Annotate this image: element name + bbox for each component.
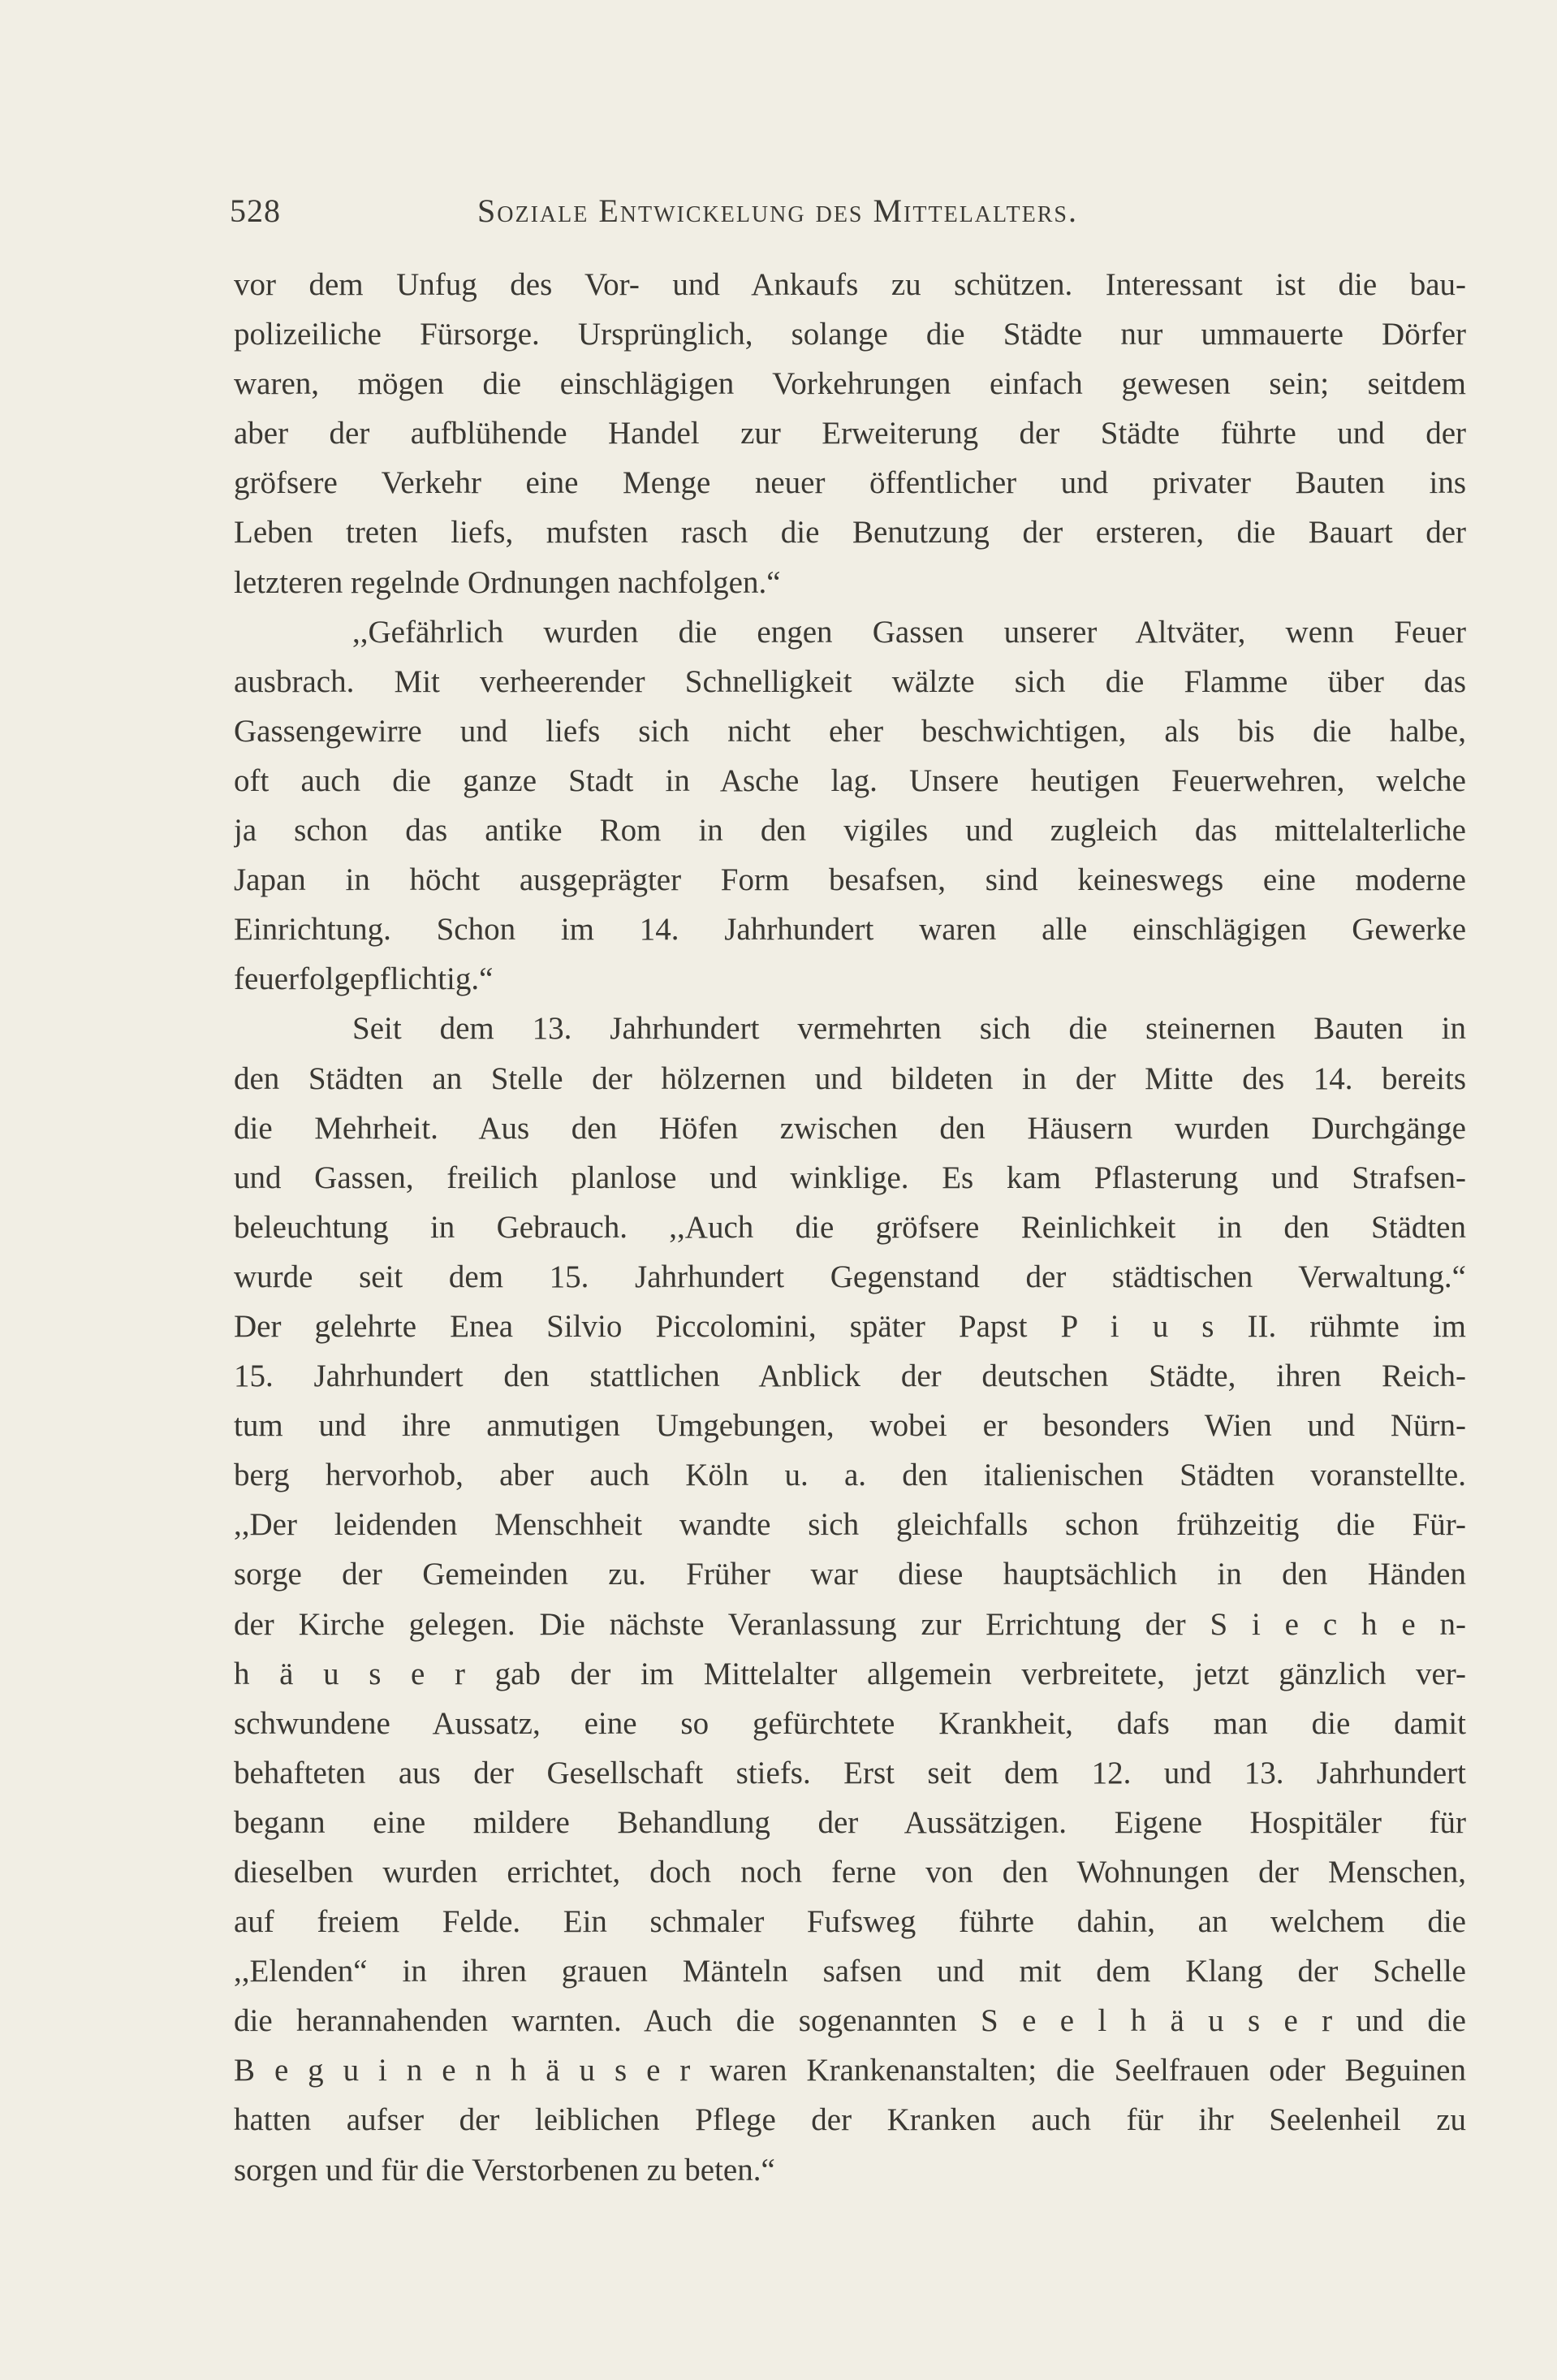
- text-line: ja schon das antike Rom in den vigiles und zugleich das mittelalterliche: [234, 813, 1466, 849]
- text-line: auf freiem Felde. Ein schmaler Fufsweg führte dahin, an welchem die: [234, 1904, 1466, 1940]
- text-line: den Städten an Stelle der hölzernen und bildeten in der Mitte des 14. bereits: [234, 1060, 1466, 1096]
- text-line: tum und ihre anmutigen Umgebungen, wobei er besonders Wien und Nürn-: [234, 1408, 1466, 1444]
- text-line: Einrichtung. Schon im 14. Jahrhundert waren alle einschlägigen Gewerke: [234, 912, 1466, 948]
- body-text: [234, 260, 1466, 2195]
- running-title: Soziale Entwickelung des Mittelalters.: [477, 192, 1079, 229]
- text-line: sorge der Gemeinden zu. Früher war diese hauptsächlich in den Händen: [234, 1557, 1466, 1592]
- text-line: die Mehrheit. Aus den Höfen zwischen den Häusern wurden Durchgänge: [234, 1110, 1466, 1146]
- text-line: h ä u s e r gab der im Mittelalter allgemein verbreitete, jetzt gänzlich ver-: [234, 1656, 1466, 1691]
- text-line: sorgen und für die Verstorbenen zu beten.“: [234, 2152, 775, 2188]
- text-line: 15. Jahrhundert den stattlichen Anblick der deutschen Städte, ihren Reich-: [234, 1358, 1466, 1394]
- text-line: schwundene Aussatz, eine so gefürchtete Krankheit, dafs man die damit: [234, 1705, 1466, 1741]
- text-line: der Kirche gelegen. Die nächste Veranlassung zur Errichtung der S i e c h e n-: [234, 1606, 1466, 1642]
- text-line: wurde seit dem 15. Jahrhundert Gegenstand der städtischen Verwaltung.“: [234, 1259, 1466, 1294]
- text-line: und Gassen, freilich planlose und winklige. Es kam Pflasterung und Strafsen-: [234, 1160, 1466, 1195]
- page-number: 528: [230, 192, 281, 229]
- text-line: ausbrach. Mit verheerender Schnelligkeit wälzte sich die Flamme über das: [234, 663, 1466, 699]
- text-line: Gassengewirre und liefs sich nicht eher beschwichtigen, als bis die halbe,: [234, 713, 1466, 749]
- text-line: ,,Elenden“ in ihren grauen Mänteln safsen und mit dem Klang der Schelle: [234, 1954, 1466, 1989]
- text-line: dieselben wurden errichtet, doch noch ferne von den Wohnungen der Menschen,: [234, 1855, 1466, 1890]
- text-line: letzteren regelnde Ordnungen nachfolgen.“: [234, 564, 781, 600]
- page-header: [230, 192, 1326, 237]
- text-line: Der gelehrte Enea Silvio Piccolomini, später Papst P i u s II. rühmte im: [234, 1308, 1466, 1344]
- text-line: ,,Gefährlich wurden die engen Gassen unserer Altväter, wenn Feuer: [352, 614, 1466, 650]
- text-line: oft auch die ganze Stadt in Asche lag. Unsere heutigen Feuerwehren, welche: [234, 762, 1466, 798]
- text-line: Leben treten liefs, mufsten rasch die Benutzung der ersteren, die Bauart der: [234, 515, 1466, 551]
- text-line: beleuchtung in Gebrauch. ,,Auch die gröfsere Reinlichkeit in den Städten: [234, 1209, 1466, 1245]
- text-line: waren, mögen die einschlägigen Vorkehrungen einfach gewesen sein; seitdem: [234, 366, 1466, 402]
- text-line: berg hervorhob, aber auch Köln u. a. den italienischen Städten voranstellte.: [234, 1458, 1466, 1493]
- text-line: behafteten aus der Gesellschaft stiefs. Erst seit dem 12. und 13. Jahrhundert: [234, 1755, 1466, 1790]
- text-line: polizeiliche Fürsorge. Ursprünglich, solange die Städte nur ummauerte Dörfer: [234, 317, 1466, 352]
- text-line: B e g u i n e n h ä u s e r waren Krankenanstalten; die Seelfrauen oder Beguinen: [234, 2053, 1466, 2088]
- text-line: hatten aufser der leiblichen Pflege der Kranken auch für ihr Seelenheil zu: [234, 2102, 1466, 2138]
- text-line: Japan in höcht ausgeprägter Form besafsen, sind keineswegs eine moderne: [234, 862, 1466, 898]
- text-line: gröfsere Verkehr eine Menge neuer öffentlicher und privater Bauten ins: [234, 465, 1466, 501]
- text-line: ,,Der leidenden Menschheit wandte sich gleichfalls schon frühzeitig die Für-: [234, 1507, 1466, 1543]
- text-line: begann eine mildere Behandlung der Aussätzigen. Eigene Hospitäler für: [234, 1804, 1466, 1840]
- text-line: die herannahenden warnten. Auch die sogenannten S e e l h ä u s e r und die: [234, 2003, 1466, 2039]
- text-line: aber der aufblühende Handel zur Erweiterung der Städte führte und der: [234, 416, 1466, 451]
- text-line: feuerfolgepflichtig.“: [234, 961, 494, 997]
- text-line: vor dem Unfug des Vor- und Ankaufs zu schützen. Interessant ist die bau-: [234, 267, 1466, 302]
- text-line: Seit dem 13. Jahrhundert vermehrten sich die steinernen Bauten in: [352, 1011, 1466, 1047]
